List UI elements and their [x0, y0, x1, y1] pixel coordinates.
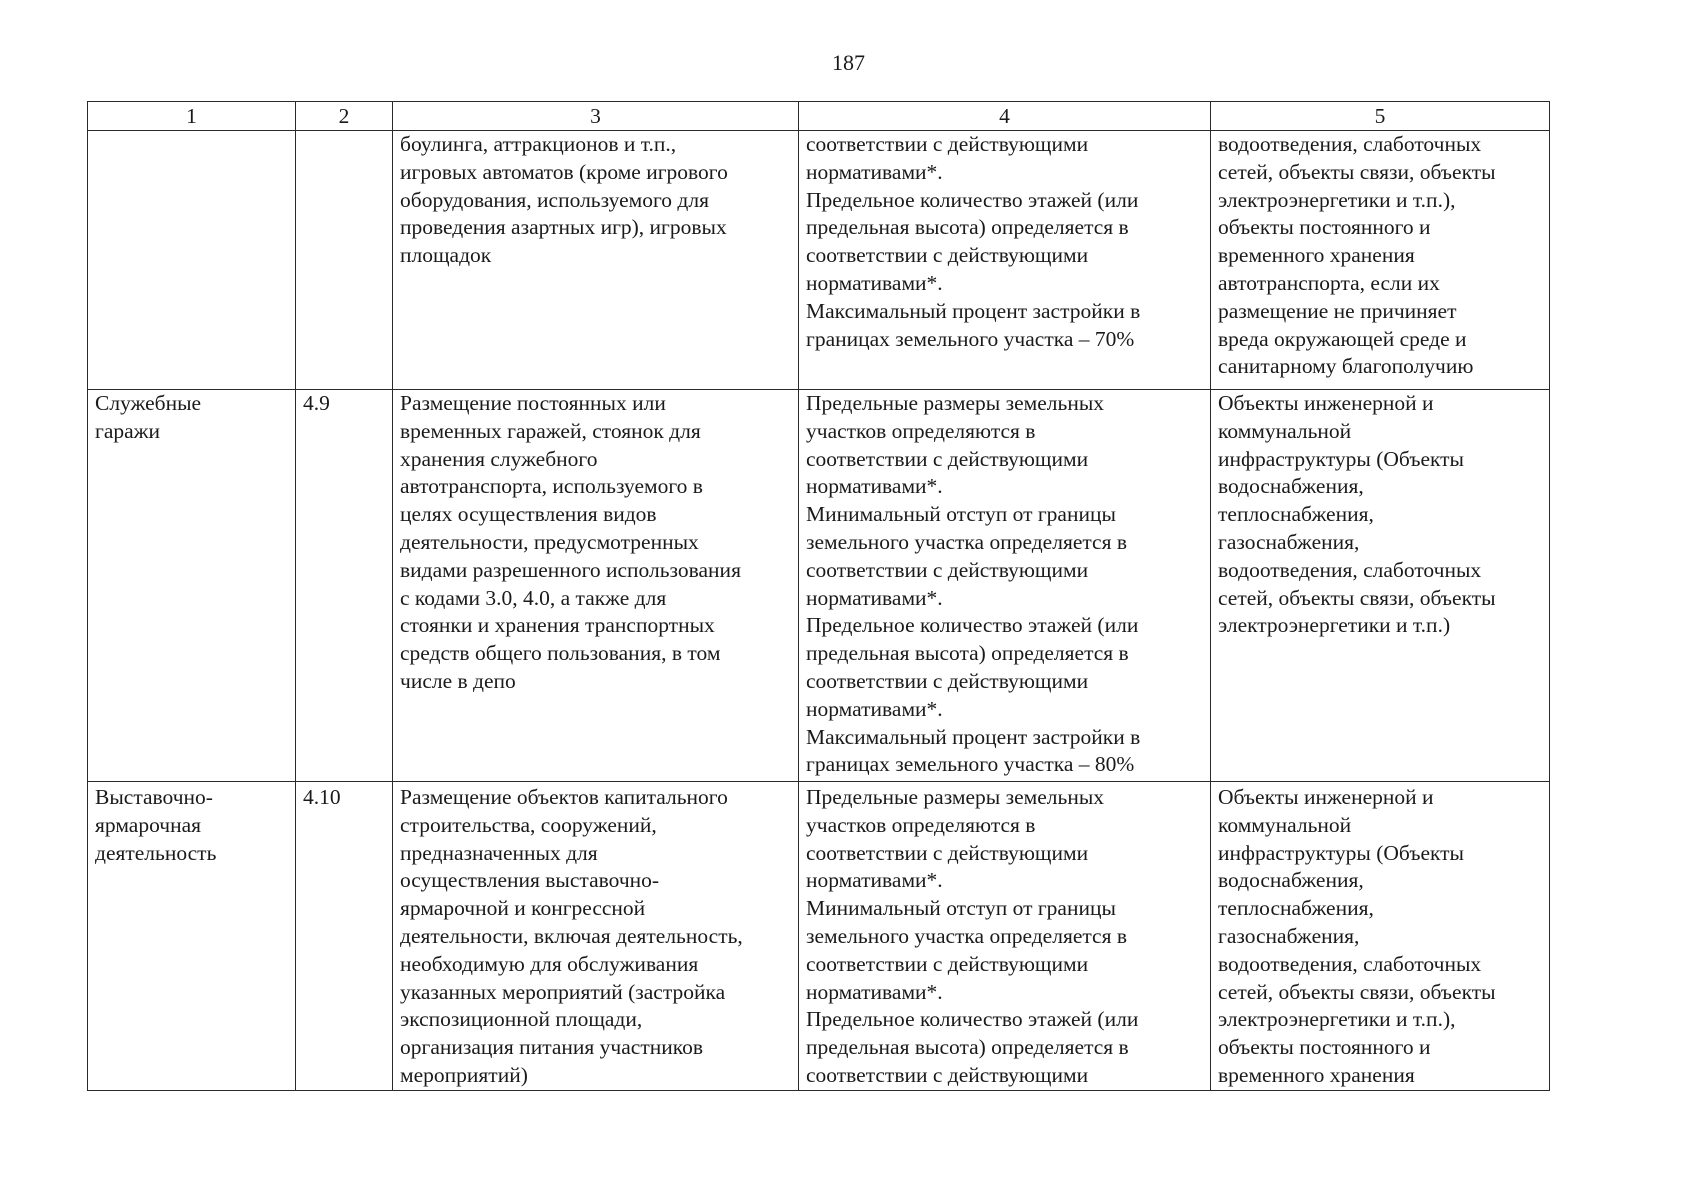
parameters-cell: соответствии с действующими нормативами*. Предельное количество этажей (или предельная высота) определяется в соответствии с действующими нормативами*. Максимальный процент застройки в границах земельного участка – 70%: [799, 131, 1211, 390]
column-header-5: 5: [1211, 102, 1550, 131]
use-name-cell: Служебные гаражи: [88, 390, 296, 782]
column-header-3: 3: [393, 102, 799, 131]
column-header-4: 4: [799, 102, 1211, 131]
table-row-exhibition: [88, 782, 1550, 1091]
use-description-cell: Размещение постоянных или временных гаражей, стоянок для хранения служебного автотранспорта, используемого в целях осуществления видов деятельности, предусмотренных видами разрешенного использования с кодами 3.0, 4.0, а также для стоянки и хранения транспортных средств общего пользования, в том числе в депо: [393, 390, 799, 782]
auxiliary-uses-cell: водоотведения, слаботочных сетей, объекты связи, объекты электроэнергетики и т.п.), объекты постоянного и временного хранения автотранспорта, если их размещение не причиняет вреда окружающей среде и санитарному благополучию: [1211, 131, 1550, 390]
auxiliary-uses-cell: Объекты инженерной и коммунальной инфраструктуры (Объекты водоснабжения, теплоснабжения, газоснабжения, водоотведения, слаботочных сетей, объекты связи, объекты электроэнергетики и т.п.): [1211, 390, 1550, 782]
use-name-cell: Выставочно- ярмарочная деятельность: [88, 782, 296, 1091]
table-row-service-garages: [88, 390, 1550, 782]
use-code-cell: 4.10: [296, 782, 393, 1091]
use-description-cell: Размещение объектов капитального строительства, сооружений, предназначенных для осуществления выставочно- ярмарочной и конгрессной деятельности, включая деятельность, необходимую для обслуживания указанных мероприятий (застройка экспозиционной площади, организация питания участников мероприятий): [393, 782, 799, 1091]
use-description-cell: боулинга, аттракционов и т.п., игровых автоматов (кроме игрового оборудования, используемого для проведения азартных игр), игровых площадок: [393, 131, 799, 390]
auxiliary-uses-cell: Объекты инженерной и коммунальной инфраструктуры (Объекты водоснабжения, теплоснабжения, газоснабжения, водоотведения, слаботочных сетей, объекты связи, объекты электроэнергетики и т.п.), объекты постоянного и временного хранения: [1211, 782, 1550, 1091]
table-row-continuation: [88, 131, 1550, 390]
column-header-2: 2: [296, 102, 393, 131]
page-number: 187: [832, 50, 865, 75]
land-use-table: [87, 101, 1550, 1091]
use-name-cell: [88, 131, 296, 390]
parameters-cell: Предельные размеры земельных участков определяются в соответствии с действующими нормативами*. Минимальный отступ от границы земельного участка определяется в соответствии с действующими нормативами*. Предельное количество этажей (или предельная высота) определяется в соответствии с действующими нормативами*. Максимальный процент застройки в границах земельного участка – 80%: [799, 390, 1211, 782]
parameters-cell: Предельные размеры земельных участков определяются в соответствии с действующими нормативами*. Минимальный отступ от границы земельного участка определяется в соответствии с действующими нормативами*. Предельное количество этажей (или предельная высота) определяется в соответствии с действующими: [799, 782, 1211, 1091]
table-header-row: [88, 102, 1550, 131]
use-code-cell: [296, 131, 393, 390]
use-code-cell: 4.9: [296, 390, 393, 782]
column-header-1: 1: [88, 102, 296, 131]
